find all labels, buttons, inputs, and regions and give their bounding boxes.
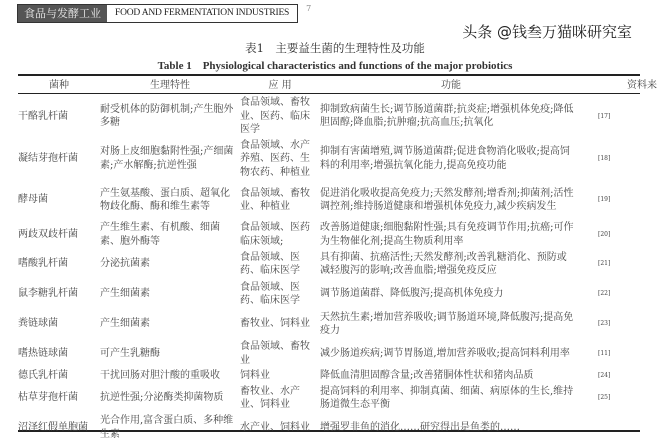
reference-cell: [11] xyxy=(598,349,611,357)
strain-cell: 凝结芽孢杆菌 xyxy=(18,153,78,164)
use-cell: 食品领域、医药临床领域; xyxy=(240,222,310,247)
traits-cell: 产生细菌素 xyxy=(100,288,150,300)
use-cell: 畜牧业、水产业、饲料业 xyxy=(240,385,300,410)
journal-header xyxy=(17,4,298,23)
table-row xyxy=(18,309,658,339)
traits-cell: 可产生乳糖酶 xyxy=(100,347,160,359)
strain-cell: 沼泽红假单胞菌 xyxy=(18,421,88,433)
reference-cell: [24] xyxy=(598,372,611,379)
reference-cell: [18] xyxy=(598,155,611,162)
table-row xyxy=(18,138,658,181)
traits-cell: 产生氨基酸、蛋白质、超氧化物歧化酶、酶和维生素等 xyxy=(100,187,230,212)
table-row xyxy=(18,220,658,249)
reference-cell: [19] xyxy=(598,196,611,204)
table-row xyxy=(18,368,658,384)
table-row xyxy=(18,413,658,443)
header-function: 功能 xyxy=(441,79,461,91)
table-title-cn: 表1 主要益生菌的生理特性及功能 xyxy=(245,41,425,55)
strain-cell: 两歧双歧杆菌 xyxy=(18,228,78,240)
strain-cell: 鼠李糖乳杆菌 xyxy=(18,288,78,300)
function-cell: 调节肠道菌群、降低腹泻;提高机体免疫力 xyxy=(320,288,504,300)
journal-name-en: FOOD AND FERMENTATION INDUSTRIES xyxy=(107,5,297,22)
strain-cell: 德氏乳杆菌 xyxy=(18,370,68,381)
use-cell: 食品领域、医药、临床医学 xyxy=(240,281,300,306)
use-cell: 食品领域、医药、临床医学 xyxy=(240,251,300,276)
header-reference: 资料来 xyxy=(627,79,657,91)
function-cell: 提高饲料的利用率、抑制真菌、细菌、病原体的生长,维持肠道微生态平衡 xyxy=(320,385,574,410)
strain-cell: 嗜热链球菌 xyxy=(18,347,68,359)
function-cell: 促进消化吸收提高免疫力;天然发酵剂;增香剂;抑菌剂;活性调控剂;维持肠道健康和增强机体免疫力,减少疾病发生 xyxy=(320,187,574,212)
journal-name-cn: 食品与发酵工业 xyxy=(18,5,107,22)
function-cell: 抑制有害菌增殖,调节肠道菌群;促进食物消化吸收;提高饲料的利用率;增强抗氧化能力,提高免疫功能 xyxy=(320,146,570,171)
reference-cell: [25] xyxy=(598,394,611,402)
function-cell: 减少肠道疾病;调节胃肠道,增加营养吸收;提高饲料利用率 xyxy=(320,347,570,359)
page-mark: 7 xyxy=(306,4,312,13)
use-cell: 水产业、饲料业 xyxy=(240,421,310,433)
traits-cell: 抗逆性强;分泌酶类抑菌物质 xyxy=(100,392,224,404)
top-bar xyxy=(17,4,311,23)
table-title-en: Table 1 Physiological characteristics and functions of the major probiotics xyxy=(157,60,513,72)
use-cell: 食品领域、畜牧业 xyxy=(240,341,310,366)
reference-cell: [17] xyxy=(598,112,611,120)
reference-cell: [21] xyxy=(598,260,611,268)
table-header-row xyxy=(18,76,658,95)
reference-cell: [23] xyxy=(598,320,611,328)
table-row xyxy=(18,95,658,138)
use-cell: 食品领域、畜牧业、种植业 xyxy=(240,187,310,212)
table-row xyxy=(18,339,658,368)
traits-cell: 产生维生素、有机酸、细菌素、胞外酶等 xyxy=(100,222,220,247)
strain-cell: 干酪乳杆菌 xyxy=(18,110,68,122)
function-cell: 抑制致病菌生长;调节肠道菌群;抗炎症;增强机体免疫;降低胆固醇;降血脂;抗肿瘤;抗高血压;抗氧化 xyxy=(320,103,574,129)
reference-cell: [22] xyxy=(598,290,611,298)
header-use: 应 用 xyxy=(268,79,292,91)
table-row xyxy=(18,384,658,413)
function-cell: 增强罗非鱼的消化……研究得出是鱼类的…… xyxy=(320,421,520,433)
function-cell: 降低血清胆固醇含量;改善猪胴体性状和猪肉品质 xyxy=(320,370,534,381)
table-row xyxy=(18,180,658,220)
traits-cell: 产生细菌素 xyxy=(100,318,150,330)
function-cell: 具有抑菌、抗癌活性;天然发酵剂;改善乳糖消化、预防或减轻腹泻的影响;改善血脂;增强免疫反应 xyxy=(320,251,567,276)
traits-cell: 耐受机体的防御机制;产生胞外多糖 xyxy=(100,103,234,129)
use-cell: 饲料业 xyxy=(240,370,270,381)
table-row xyxy=(18,249,658,279)
use-cell: 畜牧业、饲料业 xyxy=(240,318,310,330)
use-cell: 食品领域、水产养殖、医药、生物农药、种植业 xyxy=(240,139,310,178)
reference-cell: [20] xyxy=(598,230,611,238)
header-traits: 生理特性 xyxy=(150,79,190,91)
reference-cell xyxy=(582,413,658,443)
table-row xyxy=(18,279,658,309)
use-cell: 食品领域、畜牧业、医药、临床医学 xyxy=(240,97,310,135)
traits-cell: 分泌抗菌素 xyxy=(100,258,150,270)
function-cell: 改善肠道健康;细胞黏附性强;具有免疫调节作用;抗癌;可作为生物催化剂;提高生物质利用率 xyxy=(320,222,574,247)
strain-cell: 粪链球菌 xyxy=(18,318,58,330)
strain-cell: 枯草芽孢杆菌 xyxy=(18,392,78,404)
probiotics-table xyxy=(18,76,658,443)
traits-cell: 光合作用,富含蛋白质、多种维生素 xyxy=(100,415,234,440)
watermark: 头条 @钱叁万猫咪研究室 xyxy=(462,23,632,41)
strain-cell: 酵母菌 xyxy=(18,194,48,206)
header-strain: 菌种 xyxy=(49,79,69,91)
function-cell: 天然抗生素;增加营养吸收;调节肠道环境,降低腹泻;提高免疫力 xyxy=(320,311,574,336)
traits-cell: 对肠上皮细胞黏附性强;产细菌素;产水解酶;抗逆性强 xyxy=(100,146,234,171)
traits-cell: 干扰回肠对胆汁酸的重吸收 xyxy=(100,370,220,381)
strain-cell: 嗜酸乳杆菌 xyxy=(18,258,68,270)
